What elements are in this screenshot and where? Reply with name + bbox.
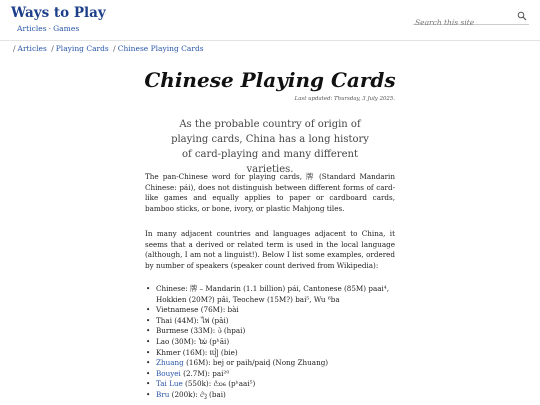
- breadcrumb-chinese-playing-cards[interactable]: Chinese Playing Cards: [117, 44, 204, 53]
- list-item: [145, 358, 395, 369]
- language-name: Burmese: [156, 326, 189, 336]
- language-detail: (550k): ᦺᦘᧈ (pʰaai⁵): [182, 379, 256, 389]
- header-divider: [0, 40, 540, 41]
- list-item: [145, 284, 395, 305]
- search-input[interactable]: [413, 16, 517, 29]
- languages-paragraph: In many adjacent countries and languages adjacent to China, it seems that a derived or related term is used in the local language (although, I am not a linguist!). Below I list some examples, ordered by number of speakers (speaker count derived from Wikipedia):: [145, 229, 395, 271]
- page-title: Chinese Playing Cards: [144, 68, 396, 92]
- list-item: [145, 379, 395, 390]
- list-item: [145, 305, 395, 316]
- language-link[interactable]: Tai Lue: [156, 379, 183, 389]
- list-item: [145, 337, 395, 348]
- language-name: Vietnamese: [156, 305, 199, 315]
- nav-separator: ·: [48, 24, 52, 33]
- nav-games-link[interactable]: Games: [53, 24, 80, 33]
- language-name: Lao: [156, 336, 170, 346]
- list-item: [145, 390, 395, 401]
- breadcrumb-separator: /: [51, 44, 54, 53]
- language-detail: (2.7M): pai²⁰: [180, 368, 230, 378]
- language-detail: (16M): bej or paih/paiḑ (Nong Zhuang): [183, 358, 329, 368]
- language-name: Khmer: [156, 347, 181, 357]
- language-detail: (200k): ᦺᦡ (bai): [169, 389, 226, 399]
- breadcrumb-separator: /: [113, 44, 116, 53]
- language-link[interactable]: Bouyei: [156, 368, 181, 378]
- language-name: Thai: [156, 315, 173, 325]
- site-nav: [17, 24, 79, 33]
- list-item: [145, 316, 395, 327]
- last-updated: Last updated: Thursday, 3 July 2025.: [294, 96, 395, 102]
- language-detail: (44M): ไพ่ (pâi): [172, 315, 229, 325]
- language-detail: (30M): ໄພ່ (pʰāi): [169, 336, 230, 346]
- nav-articles-link[interactable]: Articles: [17, 24, 47, 33]
- language-detail: (16M): បៀ (bie): [180, 347, 238, 357]
- list-item: [145, 348, 395, 359]
- list-item: [145, 326, 395, 337]
- search-icon[interactable]: [517, 11, 527, 21]
- breadcrumb: [11, 44, 204, 53]
- language-link[interactable]: Bru: [156, 389, 170, 399]
- breadcrumb-playing-cards[interactable]: Playing Cards: [55, 44, 109, 53]
- list-item: [145, 369, 395, 380]
- breadcrumb-separator: /: [13, 44, 16, 53]
- search-box: [413, 10, 529, 25]
- site-header: [0, 0, 540, 40]
- lede-paragraph: As the probable country of origin of playing cards, China has a long history of card-playing and many different varieties.: [171, 119, 369, 175]
- site-title-link[interactable]: Ways to Play: [11, 5, 106, 21]
- language-list: [145, 284, 395, 401]
- language-link[interactable]: Zhuang: [156, 358, 184, 368]
- language-detail: (76M): bài: [198, 305, 239, 315]
- language-name: Chinese: [156, 284, 186, 293]
- intro-paragraph: The pan-Chinese word for playing cards, 牌 (Standard Mandarin Chinese: pái), does not distinguish between different forms of card-like games and equally applies to paper or cardboard cards, bamboo sticks, or bone, ivory, or plastic Mahjong tiles.: [145, 172, 395, 214]
- breadcrumb-articles[interactable]: Articles: [17, 44, 47, 53]
- language-detail: (33M): ဖဲ (hpai): [188, 326, 246, 336]
- language-detail: : 牌 – Mandarin (1.1 billion) pái, Cantonese (85M) paai⁴, Hokkien (20M?) pâi, Teochew (15M?) bai⁵, Wu ⁶ba: [156, 284, 390, 304]
